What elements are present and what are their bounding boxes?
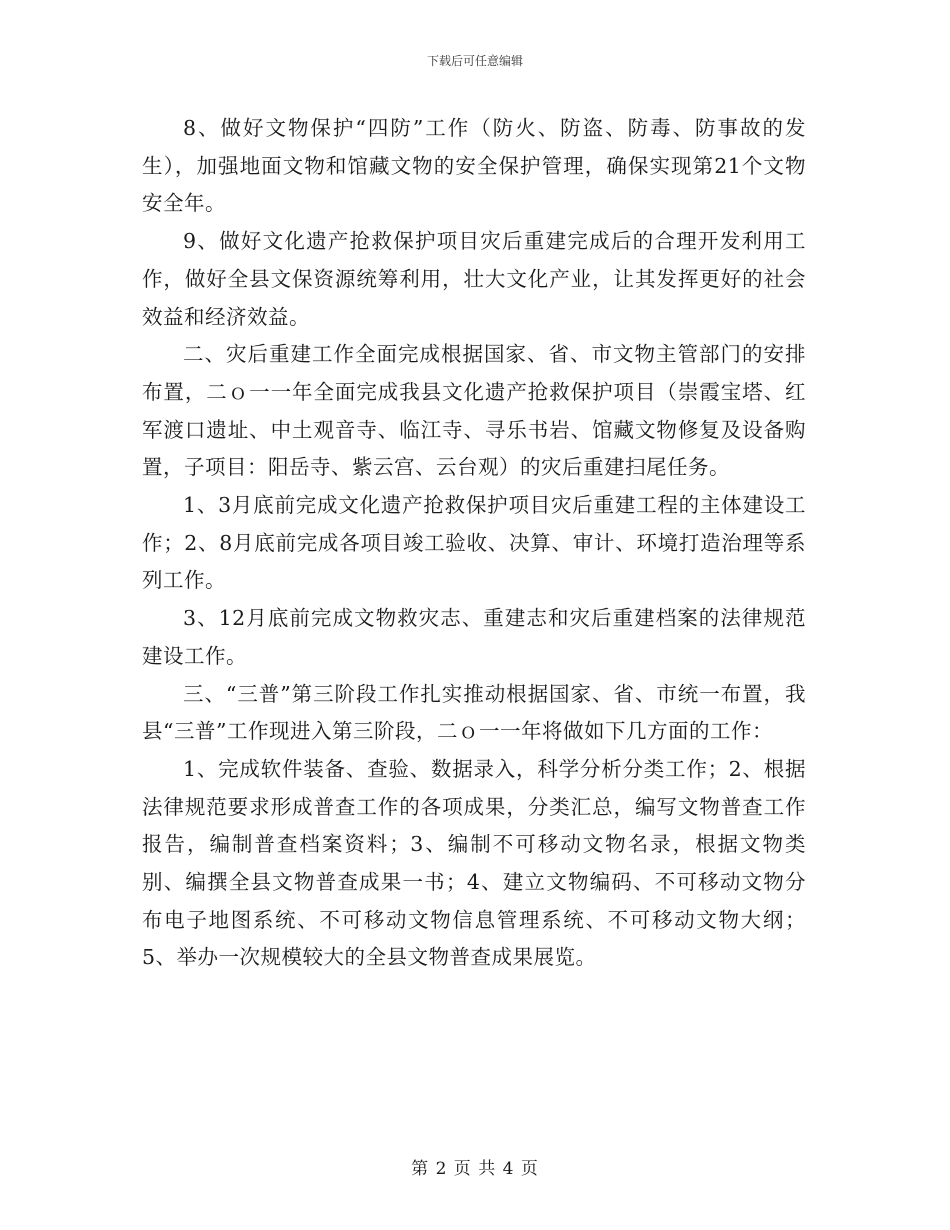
paragraph-section-2-item-1-2: 1、3月底前完成文化遗产抢救保护项目灾后重建工程的主体建设工作；2、8月底前完成各项目竣工验收、决算、审计、环境打造治理等系列工作。 bbox=[142, 493, 806, 593]
paragraph-section-2-item-3: 3、12月底前完成文物救灾志、重建志和灾后重建档案的法律规范建设工作。 bbox=[142, 606, 806, 668]
paragraph-section-2-heading: 二、灾后重建工作全面完成根据国家、省、市文物主管部门的安排布置，二ｏ一一年全面完成我县文化遗产抢救保护项目（崇霞宝塔、红军渡口遗址、中土观音寺、临江寺、寻乐书岩、馆藏文物修复及设备购置，子项目：阳岳寺、紫云宫、云台观）的灾后重建扫尾任务。 bbox=[142, 342, 806, 480]
page-header: 下载后可任意编辑 bbox=[426, 54, 523, 68]
paragraph-section-3-items: 1、完成软件装备、查验、数据录入，科学分析分类工作；2、根据法律规范要求形成普查工作的各项成果，分类汇总，编写文物普查工作报告，编制普查档案资料；3、编制不可移动文物名录，根据文物类别、编撰全县文物普查成果一书；4、建立文物编码、不可移动文物分布电子地图系统、不可移动文物信息管理系统、不可移动文物大纲；5、举办一次规模较大的全县文物普查成果展览。 bbox=[142, 756, 806, 970]
paragraph-item-8: 8、做好文物保护“四防”工作（防火、防盗、防毒、防事故的发生），加强地面文物和馆藏文物的安全保护管理，确保实现第21个文物安全年。 bbox=[142, 116, 806, 216]
document-body bbox=[142, 110, 806, 977]
paragraph-section-3-heading: 三、“三普”第三阶段工作扎实推动根据国家、省、市统一布置，我县“三普”工作现进入第三阶段，二ｏ一一年将做如下几方面的工作： bbox=[142, 681, 806, 744]
page-number-footer: 第 2 页 共 4 页 bbox=[411, 1159, 539, 1179]
paragraph-item-9: 9、做好文化遗产抢救保护项目灾后重建完成后的合理开发利用工作，做好全县文保资源统筹利用，壮大文化产业，让其发挥更好的社会效益和经济效益。 bbox=[142, 229, 806, 329]
